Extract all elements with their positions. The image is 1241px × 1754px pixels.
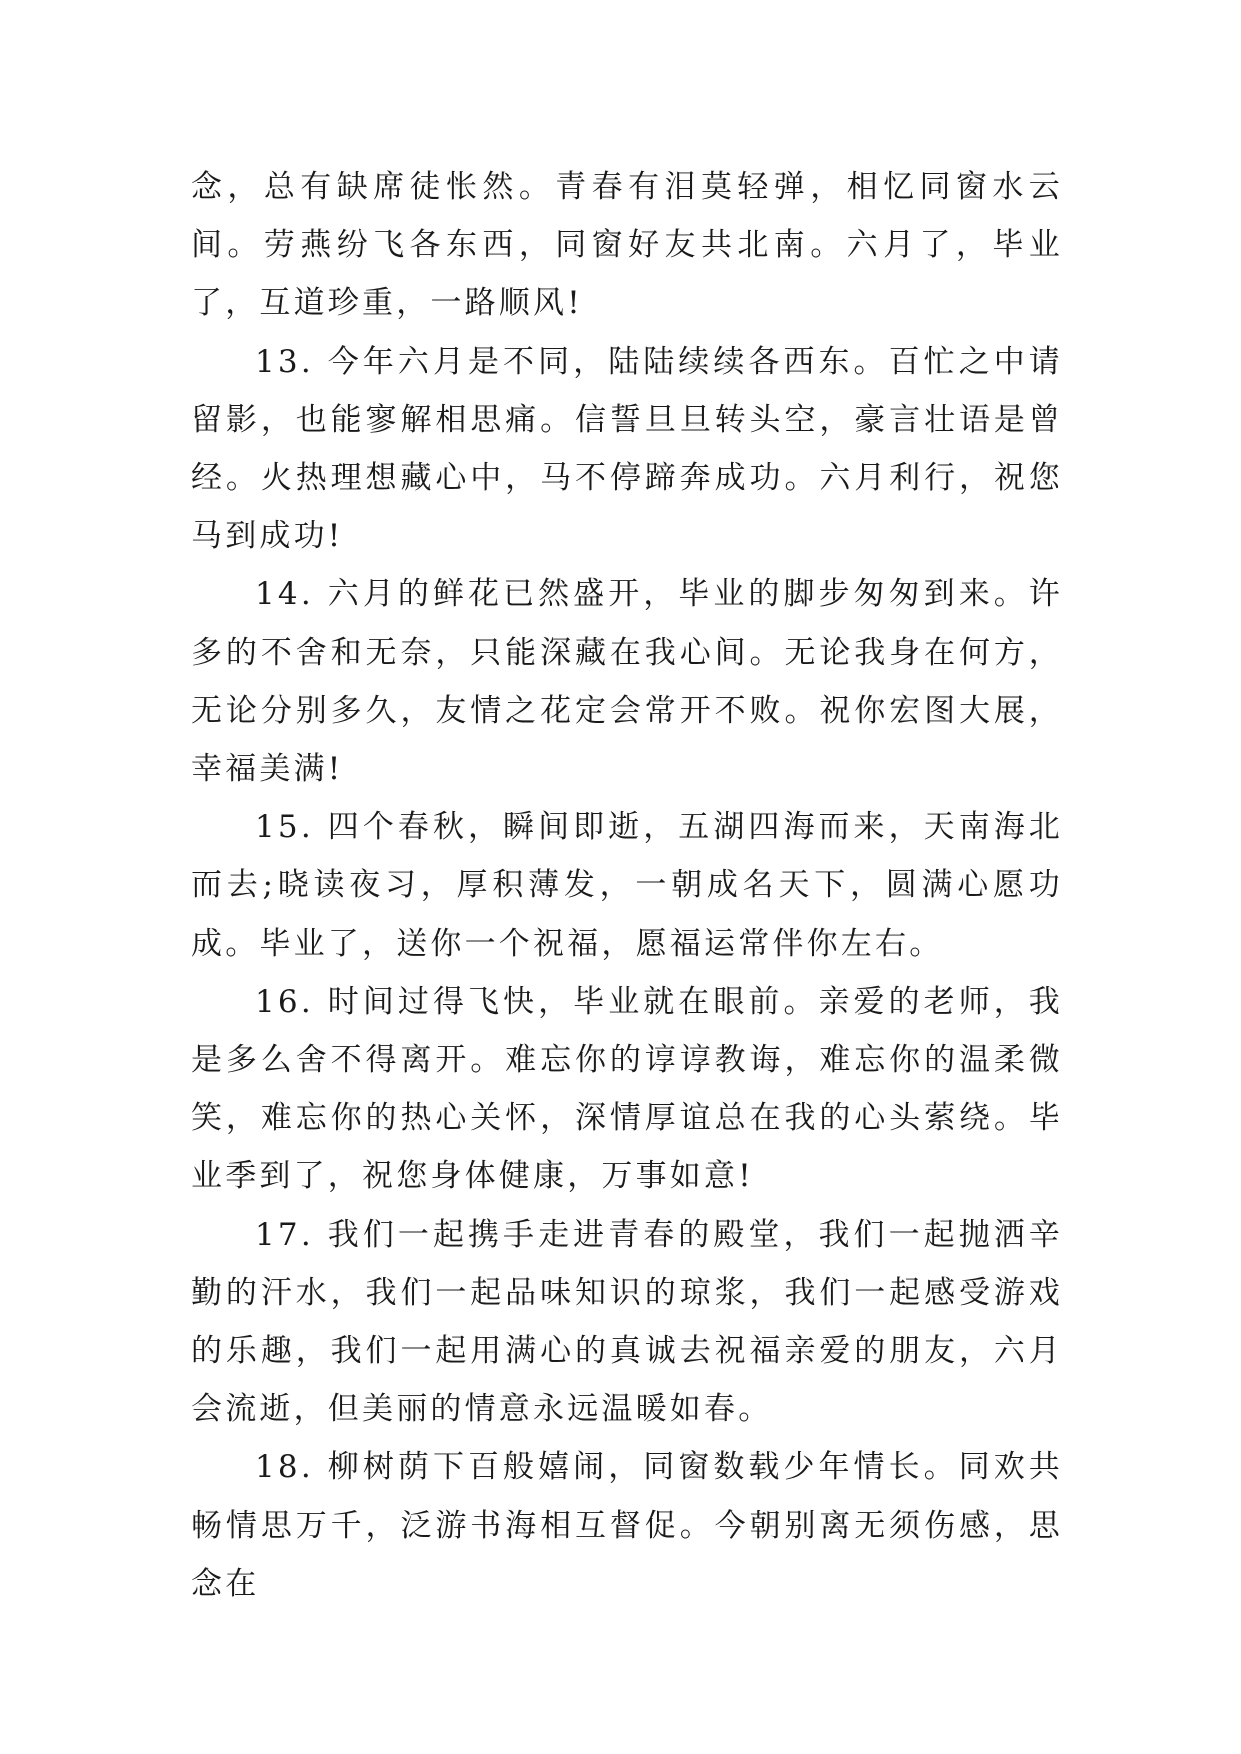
paragraph-17: 17. 我们一起携手走进青春的殿堂，我们一起抛洒辛勤的汗水，我们一起品味知识的琼浆，我们一起感受游戏的乐趣，我们一起用满心的真诚去祝福亲爱的朋友，六月会流逝，但美丽的情意永远温暖如春。 (191, 1216, 1063, 1428)
paragraph-16: 16. 时间过得飞快，毕业就在眼前。亲爱的老师，我是多么舍不得离开。难忘你的谆谆教诲，难忘你的温柔微笑，难忘你的热心关怀，深情厚谊总在我的心头萦绕。毕业季到了，祝您身体健康，万事如意! (191, 983, 1063, 1195)
paragraph-18: 18. 柳树荫下百般嬉闹，同窗数载少年情长。同欢共畅情思万千，泛游书海相互督促。今朝别离无须伤感，思念在 (191, 1449, 1063, 1602)
paragraph-15: 15. 四个春秋，瞬间即逝，五湖四海而来，天南海北而去;晓读夜习，厚积薄发，一朝成名天下，圆满心愿功成。毕业了，送你一个祝福，愿福运常伴你左右。 (191, 809, 1063, 962)
paragraph-14: 14. 六月的鲜花已然盛开，毕业的脚步匆匆到来。许多的不舍和无奈，只能深藏在我心间。无论我身在何方，无论分别多久，友情之花定会常开不败。祝你宏图大展，幸福美满! (191, 576, 1063, 788)
paragraph-12-continued: 念，总有缺席徒怅然。青春有泪莫轻弹，相忆同窗水云间。劳燕纷飞各东西，同窗好友共北南。六月了，毕业了，互道珍重，一路顺风! (191, 169, 1063, 322)
paragraph-13: 13. 今年六月是不同，陆陆续续各西东。百忙之中请留影，也能寥解相思痛。信誓旦旦转头空，豪言壮语是曾经。火热理想藏心中，马不停蹄奔成功。六月利行，祝您马到成功! (191, 343, 1063, 555)
document-body (191, 158, 1063, 1613)
